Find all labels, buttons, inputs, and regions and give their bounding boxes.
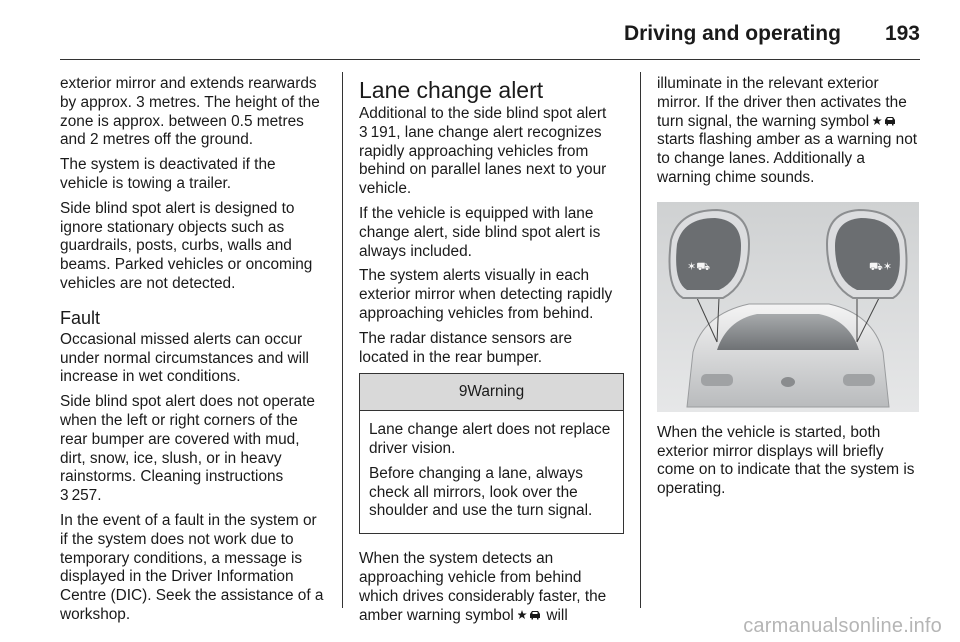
column-3	[657, 75, 923, 505]
page-ref-arrow-icon: 3	[359, 123, 368, 141]
paragraph: Side blind spot alert does not operate when the left or right corners of the rear bumper are covered with mud, dirt, snow, ice, slush, or in heavy rainstorms. Cleaning instructions 3 257.	[60, 393, 315, 505]
page-header	[624, 22, 920, 46]
warning-text: Lane change alert does not replace driver vision.	[369, 421, 611, 457]
warning-triangle-icon: 9	[458, 383, 468, 401]
section-title: Driving and operating	[623, 22, 841, 45]
column-1	[60, 75, 326, 631]
fault-heading: Fault	[60, 307, 101, 328]
paragraph: illuminate in the relevant exterior mirror. If the driver then activates the turn signal, the warning symbol starts flashing amber as a warning not to change lanes. Additionally a warning chime sounds.	[657, 75, 918, 186]
paragraph: If the vehicle is equipped with lane change alert, side blind spot alert is always included.	[359, 204, 601, 260]
page-reference-link[interactable]: 257.	[71, 487, 102, 505]
column-2	[359, 75, 624, 631]
svg-text:✶⛟: ✶⛟	[687, 259, 711, 273]
paragraph: Occasional missed alerts can occur under normal circumstances and will increase in wet conditions.	[60, 330, 309, 386]
svg-text:⛟✶: ⛟✶	[869, 259, 893, 273]
warning-body	[360, 411, 623, 533]
page-reference-link[interactable]: 191, lane change alert recognizes rapidly approaching vehicles from behind on parallel lanes next to your vehicle.	[359, 123, 607, 198]
warning-header	[360, 374, 623, 411]
paragraph: Side blind spot alert is designed to ignore stationary objects such as guardrails, posts, curbs, walls and beams. Parked vehicles or oncoming vehicles are not detected.	[60, 199, 313, 292]
lane-change-alert-heading: Lane change alert	[359, 77, 544, 103]
page-ref-arrow-icon: 3	[60, 487, 69, 505]
paragraph: The system alerts visually in each exterior mirror when detecting rapidly approaching vehicles from behind.	[359, 267, 613, 322]
paragraph: In the event of a fault in the system or if the system does not work due to temporary conditions, a message is displayed in the Driver Information Centre (DIC). Seek the assistance of a workshop.	[60, 511, 324, 623]
warning-box	[359, 373, 624, 534]
header-rule	[60, 59, 920, 60]
lane-change-warning-icon	[873, 115, 897, 127]
paragraph: The radar distance sensors are located in the rear bumper.	[359, 329, 573, 366]
paragraph: When the system detects an approaching vehicle from behind which drives considerably faster, the amber warning symbol will	[359, 550, 607, 624]
mirror-alert-illustration	[657, 202, 919, 412]
paragraph: The system is deactivated if the vehicle is towing a trailer.	[60, 156, 276, 192]
warning-text: Before changing a lane, always check all mirrors, look over the shoulder and use the turn signal.	[369, 464, 593, 520]
watermark: carmanualsonline.info	[743, 615, 942, 637]
paragraph: When the vehicle is started, both exterior mirror displays will briefly come on to indicate that the system is operating.	[657, 423, 915, 498]
warning-title: Warning	[467, 383, 525, 401]
page-number: 193	[884, 22, 920, 45]
lane-change-warning-icon	[518, 609, 542, 621]
paragraph: exterior mirror and extends rearwards by approx. 3 metres. The height of the zone is approx. between 0.5 metres and 2 metres off the ground.	[60, 75, 320, 149]
column-divider-1	[342, 72, 343, 608]
column-divider-2	[640, 72, 641, 608]
paragraph: Additional to the side blind spot alert 3 191, lane change alert recognizes rapidly approaching vehicles from behind on parallel lanes next to your vehicle.	[359, 105, 607, 198]
